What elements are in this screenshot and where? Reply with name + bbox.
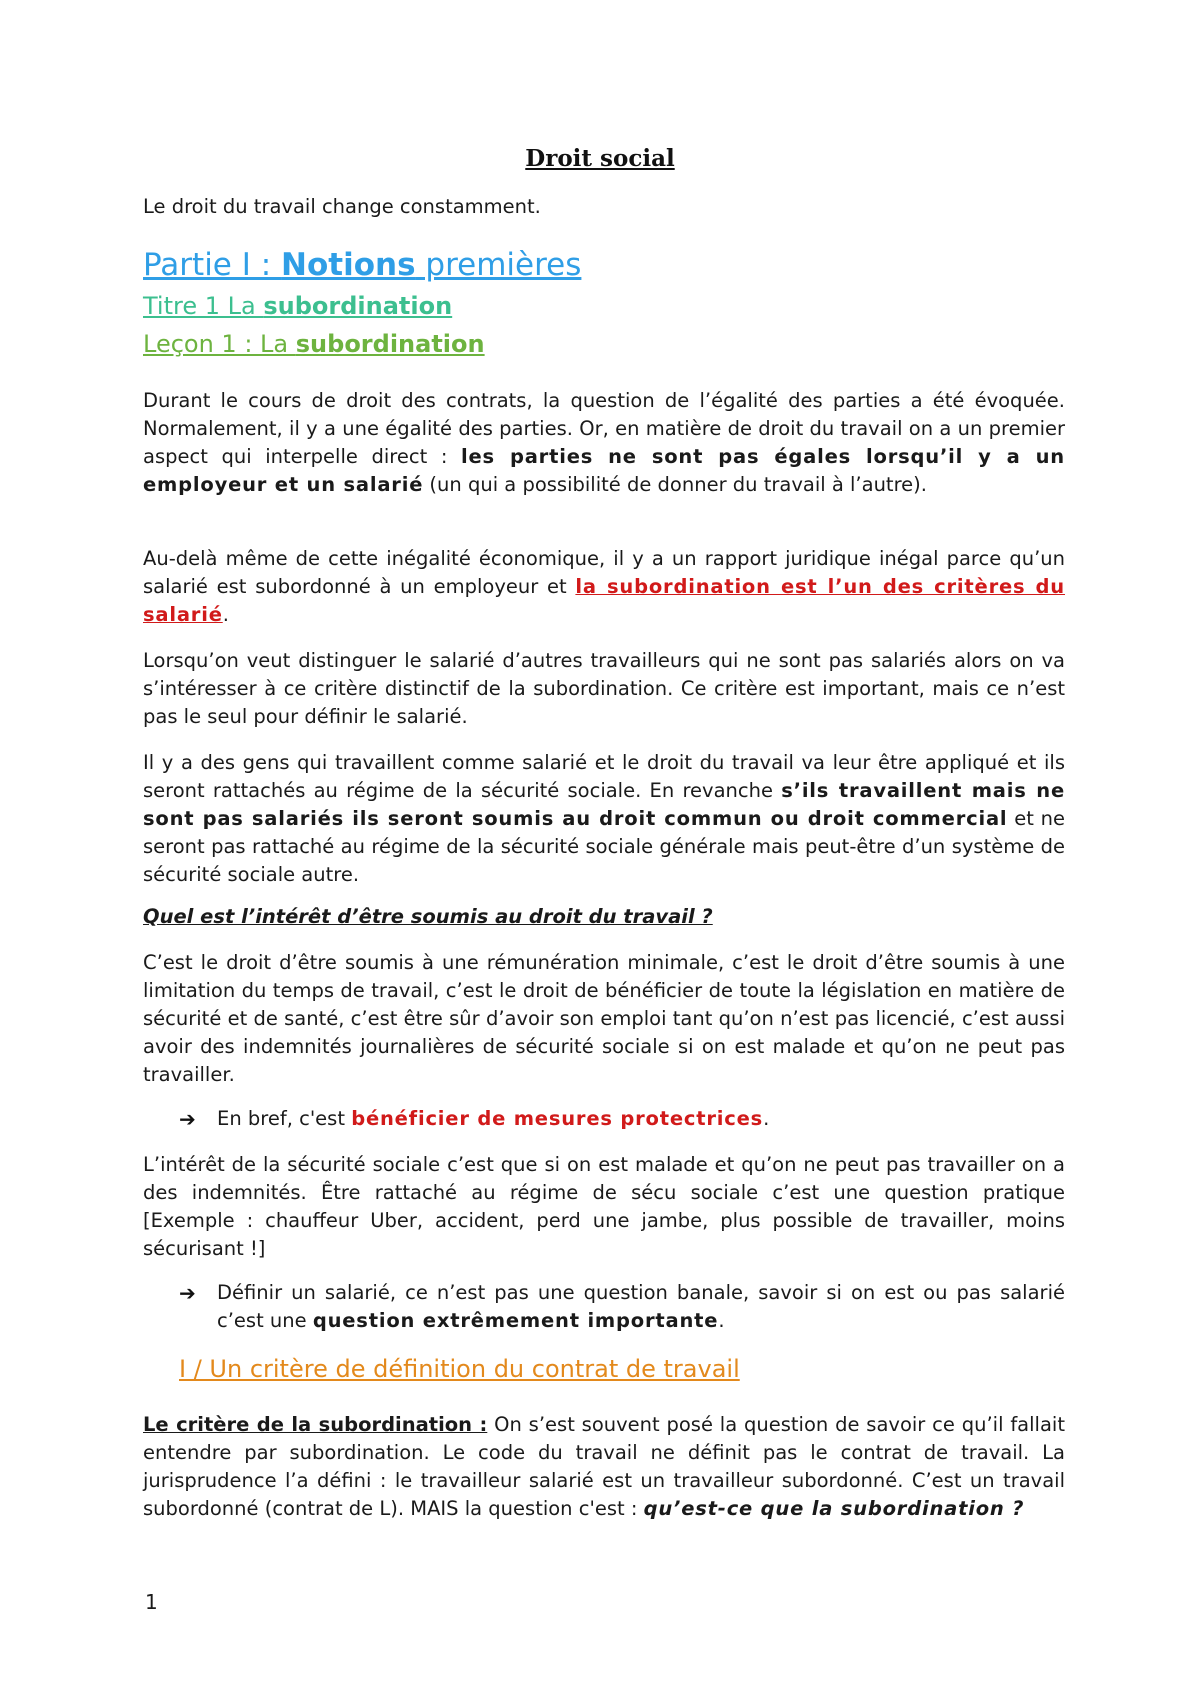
paragraph-7-question: qu’est-ce que la subordination ?: [643, 1497, 1025, 1520]
paragraph-4-bold: s’ils travaillent mais ne sont pas salariés ils seront soumis au droit commun ou droit commercial: [143, 779, 1065, 830]
right-arrow-icon: ➔: [179, 1107, 196, 1131]
bullet-1-end: .: [763, 1107, 770, 1130]
paragraph-7-label: Le critère de la subordination :: [143, 1413, 488, 1436]
paragraph-4-text: Il y a des gens qui travaillent comme salarié et le droit du travail va leur être appliqué et ils seront rattachés au régime de la sécurité sociale. En revanche: [143, 751, 1065, 802]
bullet-2-end: .: [718, 1309, 725, 1332]
heading-lecon: [143, 328, 485, 360]
question-heading: Quel est l’intérêt d’être soumis au droit du travail ?: [143, 905, 713, 928]
heading-partie-prefix: Partie I :: [143, 247, 282, 283]
heading-titre-prefix: Titre 1 La: [143, 292, 264, 320]
bullet-1-highlight: bénéficier de mesures protectrices: [351, 1107, 764, 1130]
paragraph-1: [143, 387, 1065, 499]
paragraph-1-end: (un qui a possibilité de donner du travail à l’autre).: [423, 473, 927, 496]
document-title: Droit social: [525, 145, 675, 172]
heading-titre: [143, 290, 452, 322]
page-number: 1: [145, 1590, 158, 1614]
paragraph-6: L’intérêt de la sécurité sociale c’est que si on est malade et qu’on ne peut pas travailler on a des indemnités. Être rattaché au régime de sécu sociale c’est une question pratique [Exemple : chauffeur Uber, accident, perd une jambe, plus possible de travailler, moins sécurisant !]: [143, 1153, 1065, 1260]
bullet-2: [179, 1279, 1065, 1335]
paragraph-4: [143, 749, 1065, 889]
paragraph-7-text: On s’est souvent posé la question de savoir ce qu’il fallait entendre par subordination. Le code du travail ne définit pas le contrat de travail. La jurisprudence l’a défini : le travailleur salarié est un travailleur subordonné. C’est un travail subordonné (contrat de L). MAIS la question c'est :: [143, 1413, 1065, 1520]
right-arrow-icon: ➔: [179, 1281, 196, 1305]
heading-partie-bold: Notions: [281, 247, 416, 283]
paragraph-2-text: Au-delà même de cette inégalité économique, il y a un rapport juridique inégal parce qu’un salarié est subordonné à un employeur et: [143, 547, 1065, 598]
bullet-2-prefix: Définir un salarié, ce n’est pas une question banale, savoir si on est ou pas salarié c’est une: [217, 1281, 1065, 1332]
paragraph-2: [143, 545, 1065, 629]
heading-partie-suffix: premières: [415, 247, 582, 283]
heading-lecon-prefix: Leçon 1 : La: [143, 330, 296, 358]
heading-titre-bold: subordination: [263, 292, 453, 320]
paragraph-1-text: Durant le cours de droit des contrats, la question de l’égalité des parties a été évoquée. Normalement, il y a une égalité des parties. Or, en matière de droit du travail on a un premier aspect qui interpelle direct :: [143, 389, 1065, 468]
paragraph-1-bold: les parties ne sont pas égales lorsqu’il y a un employeur et un salarié: [143, 445, 1065, 496]
paragraph-2-end: .: [222, 603, 229, 626]
heading-lecon-bold: subordination: [295, 330, 485, 358]
paragraph-2-highlight: la subordination est l’un des critères du salarié: [143, 575, 1065, 626]
bullet-1-prefix: En bref, c'est: [217, 1107, 352, 1130]
section-heading: I / Un critère de définition du contrat de travail: [179, 1355, 740, 1383]
bullet-2-text: [217, 1279, 1065, 1335]
intro-paragraph: Le droit du travail change constamment.: [143, 195, 541, 218]
bullet-1-text: [217, 1105, 1065, 1133]
paragraph-7: [143, 1411, 1065, 1523]
bullet-1: [179, 1105, 1065, 1133]
heading-partie: [143, 245, 581, 285]
paragraph-4-end: et ne seront pas rattaché au régime de la sécurité sociale générale mais peut-être d’un système de sécurité sociale autre.: [143, 807, 1065, 886]
paragraph-5: C’est le droit d’être soumis à une rémunération minimale, c’est le droit d’être soumis à une limitation du temps de travail, c’est le droit de bénéficier de toute la législation en matière de sécurité et de santé, c’est être sûr d’avoir son emploi tant qu’on n’est pas licencié, c’est aussi avoir des indemnités journalières de sécurité sociale si on est malade et qu’on ne peut pas travailler.: [143, 951, 1065, 1086]
paragraph-3: Lorsqu’on veut distinguer le salarié d’autres travailleurs qui ne sont pas salariés alors on va s’intéresser à ce critère distinctif de la subordination. Ce critère est important, mais ce n’est pas le seul pour définir le salarié.: [143, 649, 1065, 728]
bullet-2-bold: question extrêmement importante: [312, 1309, 719, 1332]
